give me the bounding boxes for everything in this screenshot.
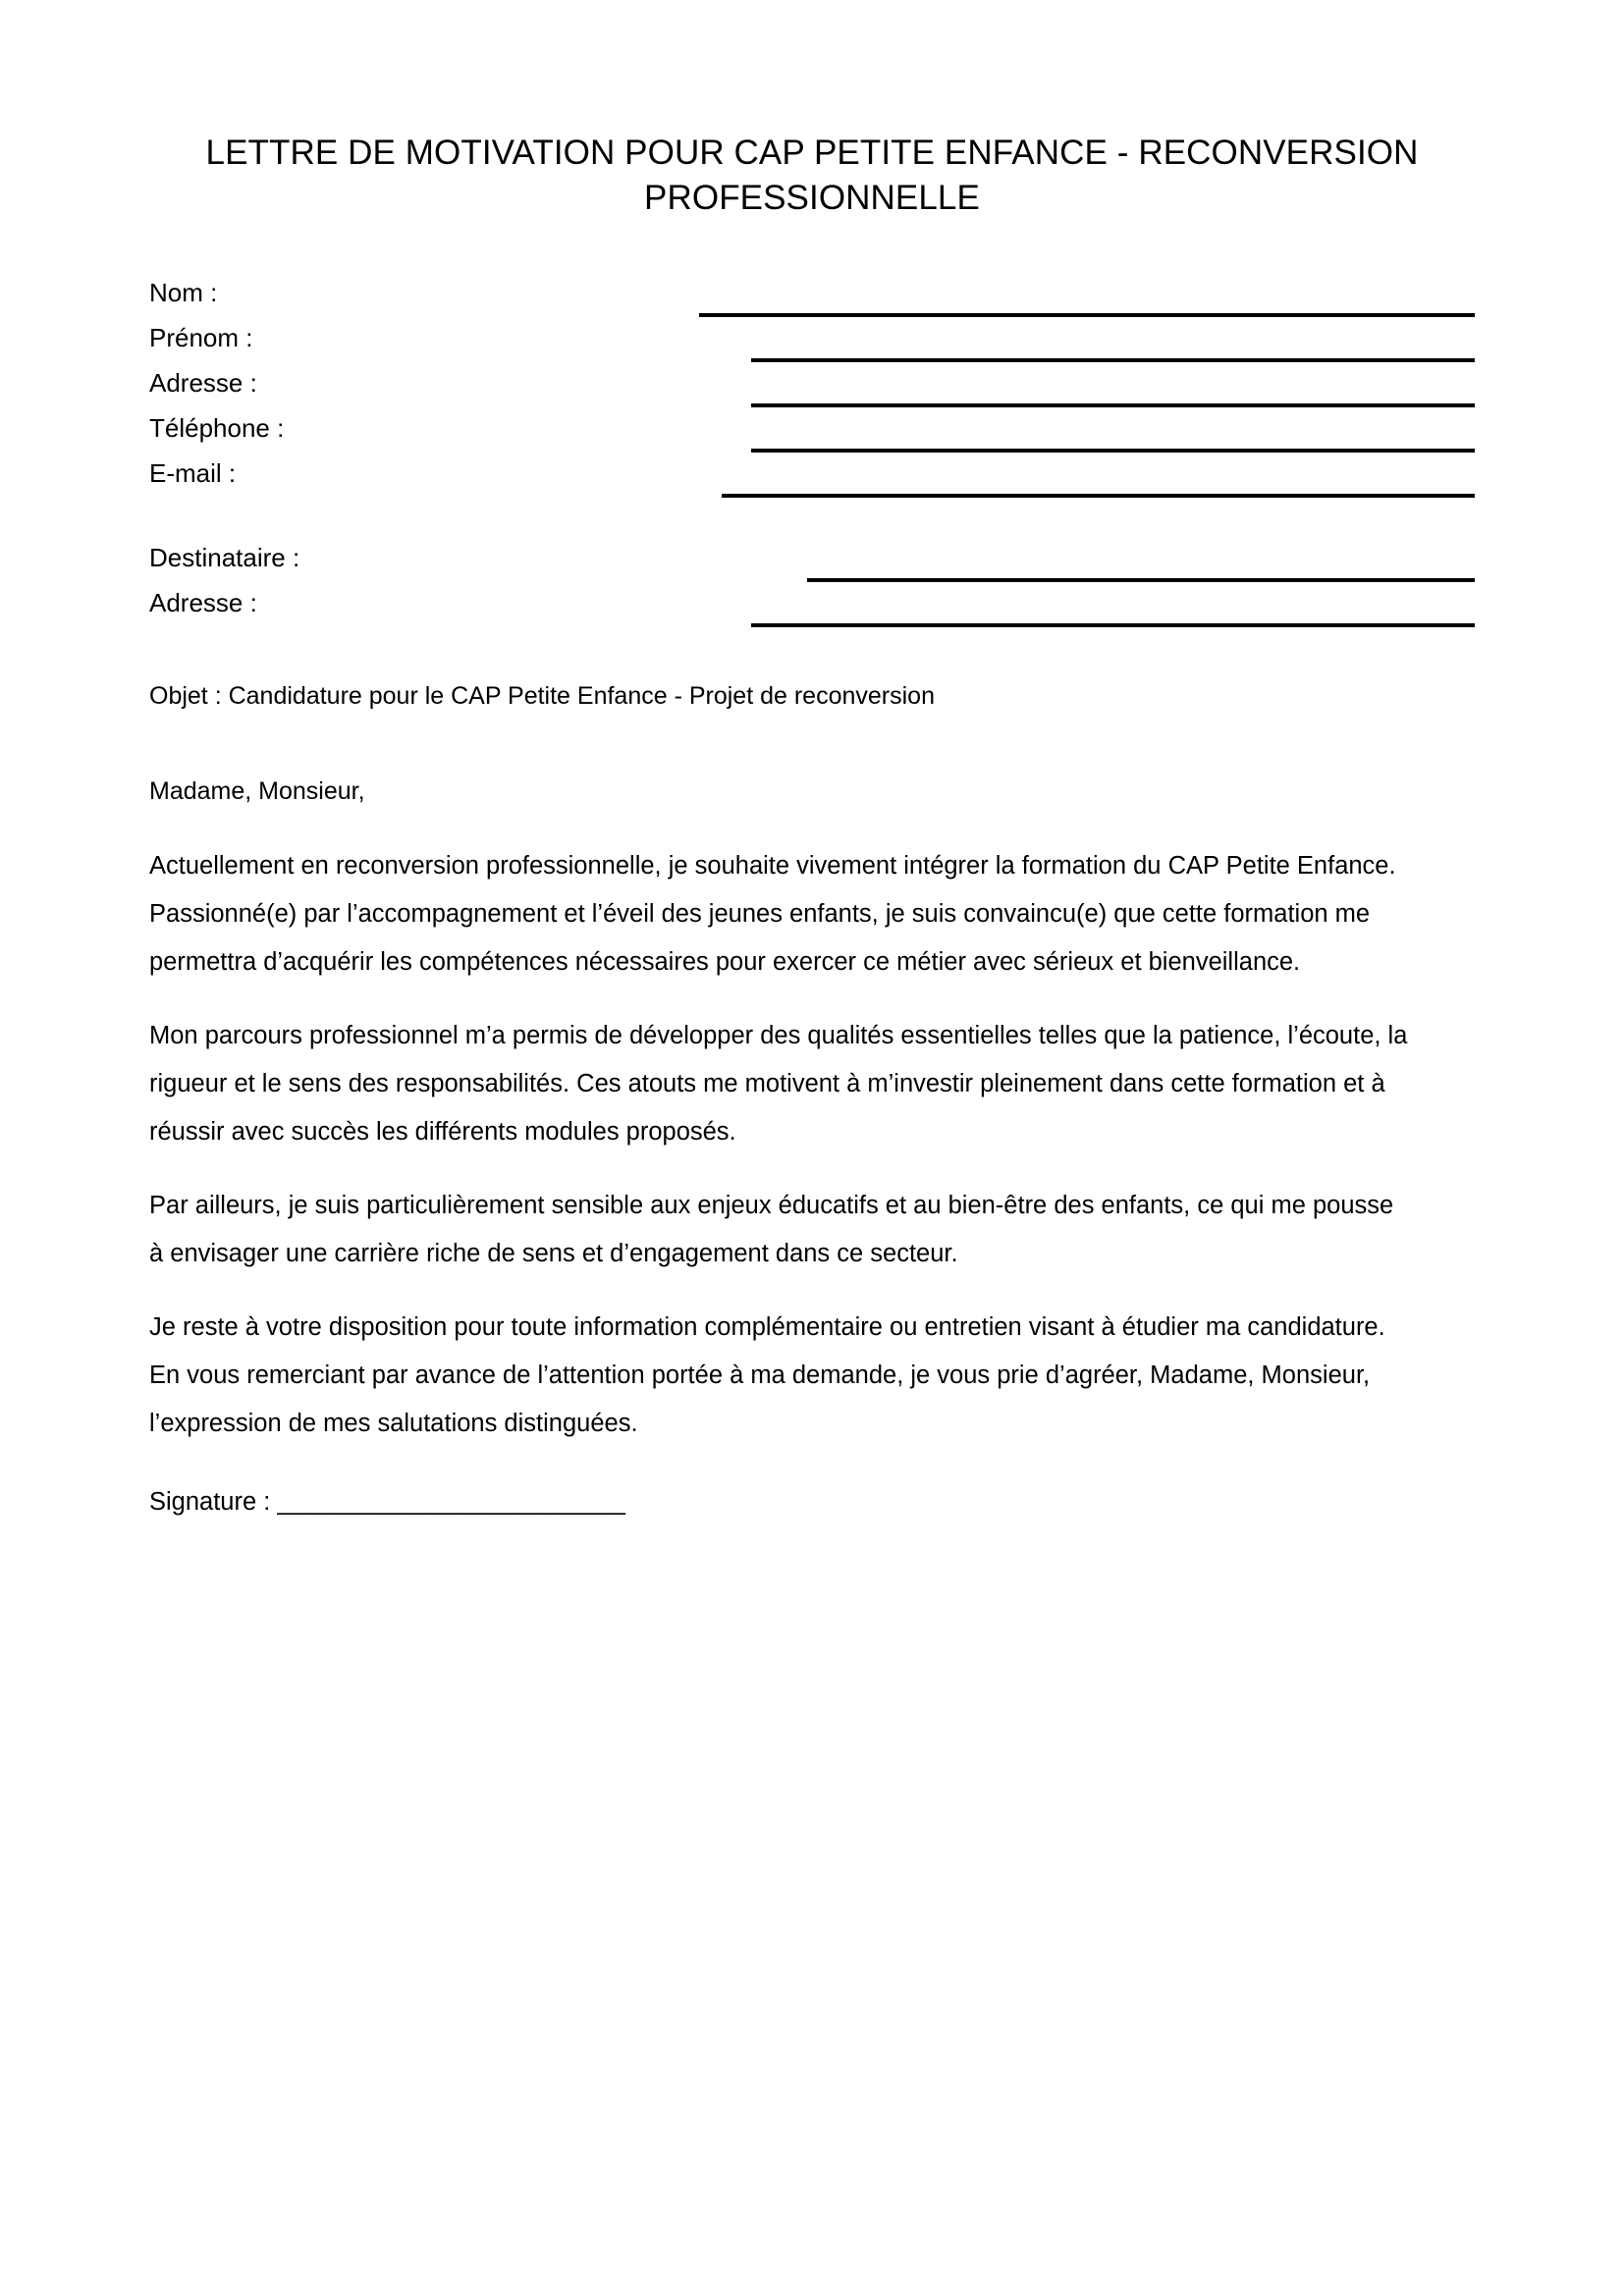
field-rule-destinataire[interactable]: [807, 578, 1475, 582]
recipient-fields-block: [149, 541, 1475, 631]
field-label-telephone: Téléphone :: [149, 413, 285, 443]
form-row-adresse: [149, 366, 1475, 411]
field-rule-telephone[interactable]: [751, 449, 1475, 453]
field-rule-prenom[interactable]: [751, 358, 1475, 362]
field-rule-nom[interactable]: [699, 313, 1475, 317]
form-row-recipient-adresse: [149, 586, 1475, 631]
field-label-recipient-adresse: Adresse :: [149, 588, 257, 617]
field-rule-adresse[interactable]: [751, 403, 1475, 407]
body-paragraph: Mon parcours professionnel m’a permis de développer des qualités essentielles telles que la patience, l’écoute, la rigueur et le sens des responsabilités. Ces atouts me motivent à m’investir pleinement dans cette formation et à réussir avec succès les différents modules proposés.: [149, 1022, 1408, 1146]
body-paragraph: Actuellement en reconversion professionnelle, je souhaite vivement intégrer la formation du CAP Petite Enfance. Passionné(e) par l’accompagnement et l’éveil des jeunes enfants, je suis convaincu(e) que cette formation me permettra d’acquérir les compétences nécessaires pour exercer ce métier avec sérieux et bienveillance.: [149, 852, 1396, 976]
sender-fields-block: [149, 276, 1475, 502]
salutation-line: Madame, Monsieur,: [149, 777, 365, 805]
field-rule-recipient-adresse[interactable]: [751, 623, 1475, 627]
field-label-email: E-mail :: [149, 458, 237, 488]
field-label-nom: Nom :: [149, 278, 218, 307]
letter-body: [149, 842, 1411, 1473]
field-label-prenom: Prénom :: [149, 323, 253, 352]
page-title: LETTRE DE MOTIVATION POUR CAP PETITE ENFANCE - RECONVERSION PROFESSIONNELLE: [205, 133, 1419, 217]
body-paragraph: Par ailleurs, je suis particulièrement sensible aux enjeux éducatifs et au bien-être des enfants, ce qui me pousse à envisager une carrière riche de sens et d’engagement dans ce secteur.: [149, 1192, 1394, 1267]
field-rule-email[interactable]: [722, 494, 1475, 498]
field-label-adresse: Adresse :: [149, 368, 257, 398]
subject-line: Objet : Candidature pour le CAP Petite Enfance - Projet de reconversion: [149, 682, 935, 710]
form-row-email: [149, 456, 1475, 502]
form-row-nom: [149, 276, 1475, 321]
body-paragraph: Je reste à votre disposition pour toute information complémentaire ou entretien visant à étudier ma candidature. En vous remerciant par avance de l’attention portée à ma demande, je vous prie d’agréer, Madame, Monsieur, l’expression de mes salutations distinguées.: [149, 1313, 1385, 1437]
field-label-destinataire: Destinataire :: [149, 543, 300, 572]
form-row-destinataire: [149, 541, 1475, 586]
form-row-prenom: [149, 321, 1475, 366]
signature-field[interactable]: Signature : _________________________: [149, 1488, 625, 1516]
form-row-telephone: [149, 411, 1475, 456]
